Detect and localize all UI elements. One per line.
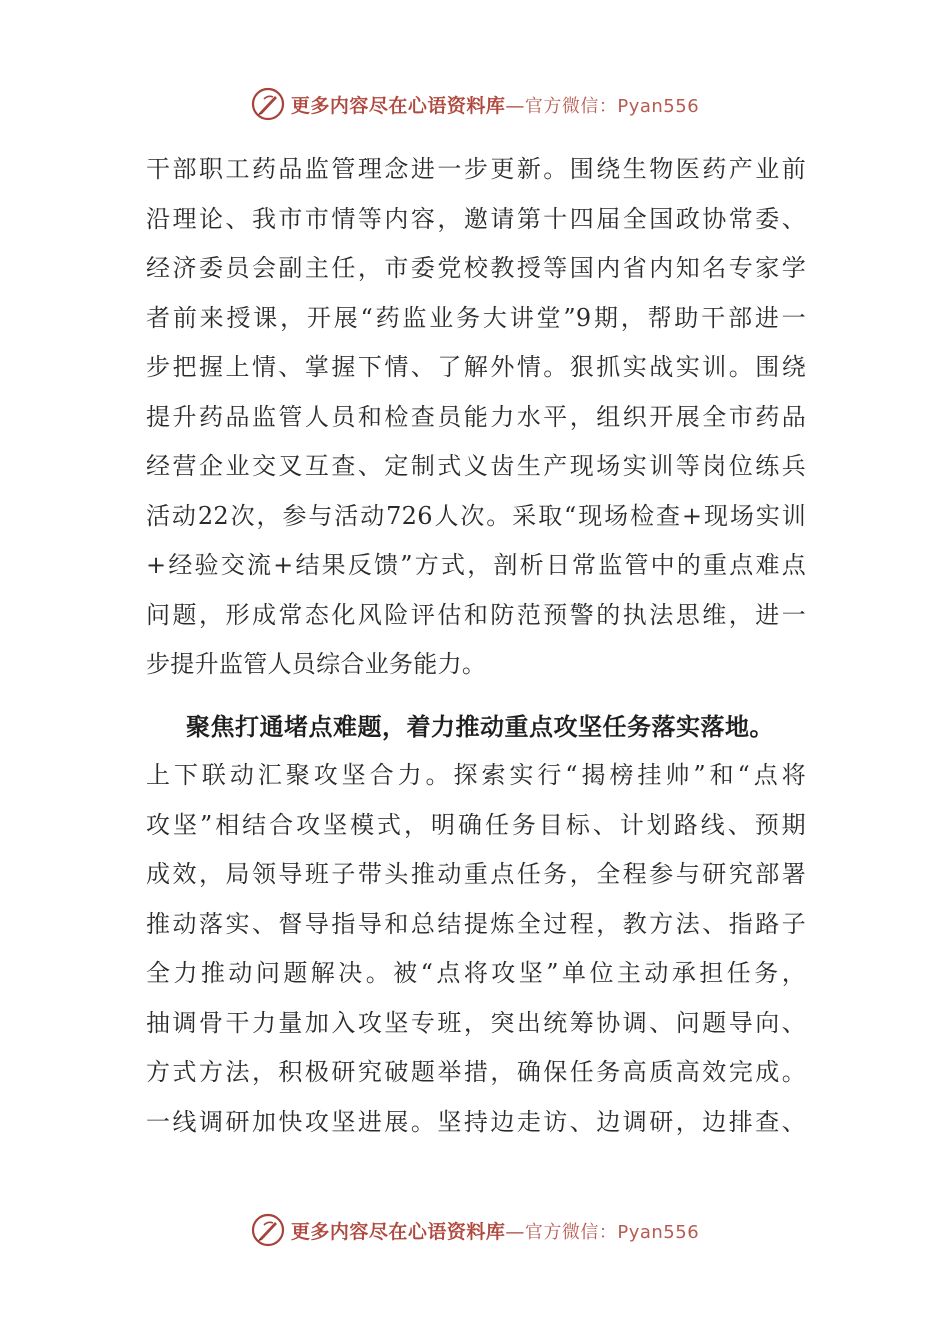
text-line: 推动落实、督导指导和总结提炼全过程，教方法、指路子 bbox=[146, 909, 806, 938]
banner-brand: 更多内容尽在心语资料库 bbox=[290, 94, 506, 117]
text-line: 攻坚”相结合攻坚模式，明确任务目标、计划路线、预期 bbox=[146, 810, 806, 839]
banner-wechat: 官方微信：Pyan556 bbox=[524, 95, 700, 117]
banner-dash: — bbox=[505, 1220, 525, 1243]
banner-dash: — bbox=[505, 94, 525, 117]
text-line: 全力推动问题解决。被“点将攻坚”单位主动承担任务， bbox=[146, 959, 806, 987]
text-line: 活动22次，参与活动726人次。采取“现场检查+现场实训 bbox=[146, 501, 806, 530]
text-line: 干部职工药品监管理念进一步更新。围绕生物医药产业前 bbox=[146, 155, 806, 183]
text-line: 方式方法，积极研究破题举措，确保任务高质高效完成。 bbox=[146, 1058, 806, 1086]
footer-banner bbox=[0, 1210, 950, 1250]
text-line: 者前来授课，开展“药监业务大讲堂”9期，帮助干部进一 bbox=[146, 303, 806, 332]
text-line: 经营企业交叉互查、定制式义齿生产现场实训等岗位练兵 bbox=[146, 452, 806, 480]
banner-wechat: 官方微信：Pyan556 bbox=[524, 1221, 700, 1243]
banner-brand: 更多内容尽在心语资料库 bbox=[290, 1220, 506, 1243]
text-line: 经济委员会副主任，市委党校教授等国内省内知名专家学 bbox=[146, 254, 806, 282]
text-line: +经验交流+结果反馈”方式，剖析日常监管中的重点难点 bbox=[146, 551, 806, 579]
text-line: 抽调骨干力量加入攻坚专班，突出统筹协调、问题导向、 bbox=[146, 1008, 806, 1037]
section-heading: 聚焦打通堵点难题，着力推动重点攻坚任务落实落地。 bbox=[186, 711, 774, 741]
paragraph-2 bbox=[146, 751, 806, 1147]
text-line: 沿理论、我市市情等内容，邀请第十四届全国政协常委、 bbox=[146, 204, 806, 233]
text-line: 上下联动汇聚攻坚合力。探索实行“揭榜挂帅”和“点将 bbox=[146, 761, 806, 789]
paragraph-1 bbox=[146, 145, 806, 690]
text-line: 问题，形成常态化风险评估和防范预警的执法思维，进一 bbox=[146, 600, 806, 629]
text-line: 一线调研加快攻坚进展。坚持边走访、边调研，边排查、 bbox=[146, 1107, 806, 1136]
header-banner bbox=[0, 84, 950, 124]
pen-logo-icon bbox=[251, 1213, 285, 1247]
document-body bbox=[146, 145, 806, 1147]
text-line: 成效，局领导班子带头推动重点任务，全程参与研究部署 bbox=[146, 860, 806, 888]
pen-logo-icon bbox=[251, 87, 285, 121]
text-line: 步把握上情、掌握下情、了解外情。狠抓实战实训。围绕 bbox=[146, 353, 806, 381]
text-line: 提升药品监管人员和检查员能力水平，组织开展全市药品 bbox=[146, 402, 806, 431]
text-line: 步提升监管人员综合业务能力。 bbox=[146, 650, 487, 678]
